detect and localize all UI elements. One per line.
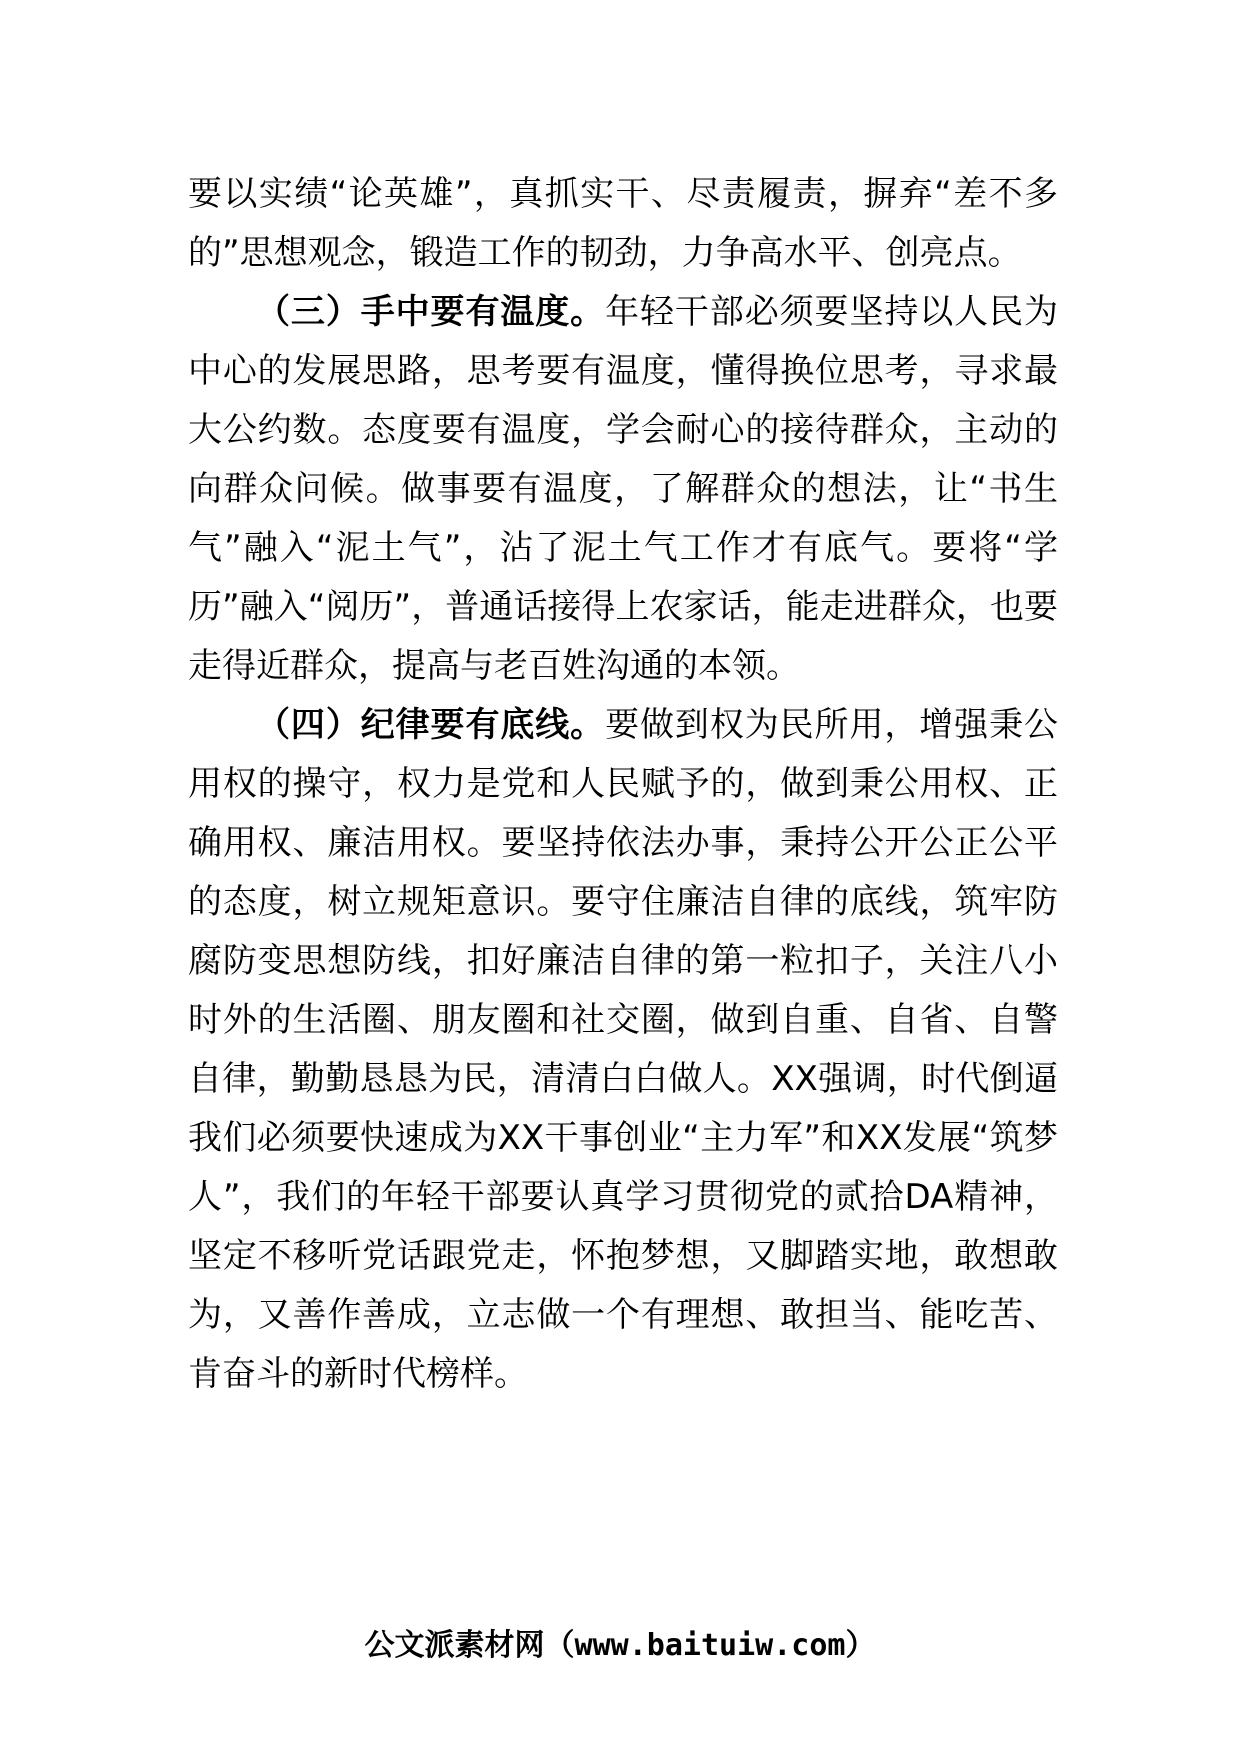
page-footer [0,1620,1240,1664]
footer-url: （www.baituiw.com） [544,1628,876,1663]
paragraph-section-3 [188,283,1058,696]
paragraph-continuation [188,165,1058,283]
paragraph-section-4 [188,696,1058,1404]
document-body [188,165,1058,1404]
paragraph-text: 要以实绩“论英雄”，真抓实干、尽责履责，摒弃“差不多的”思想观念，锻造工作的韧劲，力争高水平、创亮点。 [188,174,1058,273]
paragraph-text: 要做到权为民所用，增强秉公用权的操守，权力是党和人民赋予的，做到秉公用权、正确用权、廉洁用权。要坚持依法办事，秉持公开公正公平的态度，树立规矩意识。要守住廉洁自律的底线，筑牢防腐防变思想防线，扣好廉洁自律的第一粒扣子，关注八小时外的生活圈、朋友圈和社交圈，做到自重、自省、自警自律，勤勤恳恳为民，清清白白做人。XX强调，时代倒逼我们必须要快速成为XX干事创业“主力军”和XX发展“筑梦人”，我们的年轻干部要认真学习贯彻党的贰拾DA精神，坚定不移听党话跟党走，怀抱梦想，又脚踏实地，敢想敢为，又善作善成，立志做一个有理想、敢担当、能吃苦、肯奋斗的新时代榜样。 [188,705,1059,1394]
footer-site-name: 公文派素材网 [364,1628,545,1663]
paragraph-text: 年轻干部必须要坚持以人民为中心的发展思路，思考要有温度，懂得换位思考，寻求最大公约数。态度要有温度，学会耐心的接待群众，主动的向群众问候。做事要有温度，了解群众的想法，让“书生气”融入“泥土气”，沾了泥土气工作才有底气。要将“学历”融入“阅历”，普通话接得上农家话，能走进群众，也要走得近群众，提高与老百姓沟通的本领。 [188,292,1059,686]
section-heading: （三）手中要有温度。 [256,292,606,332]
section-heading: （四）纪律要有底线。 [256,705,606,745]
